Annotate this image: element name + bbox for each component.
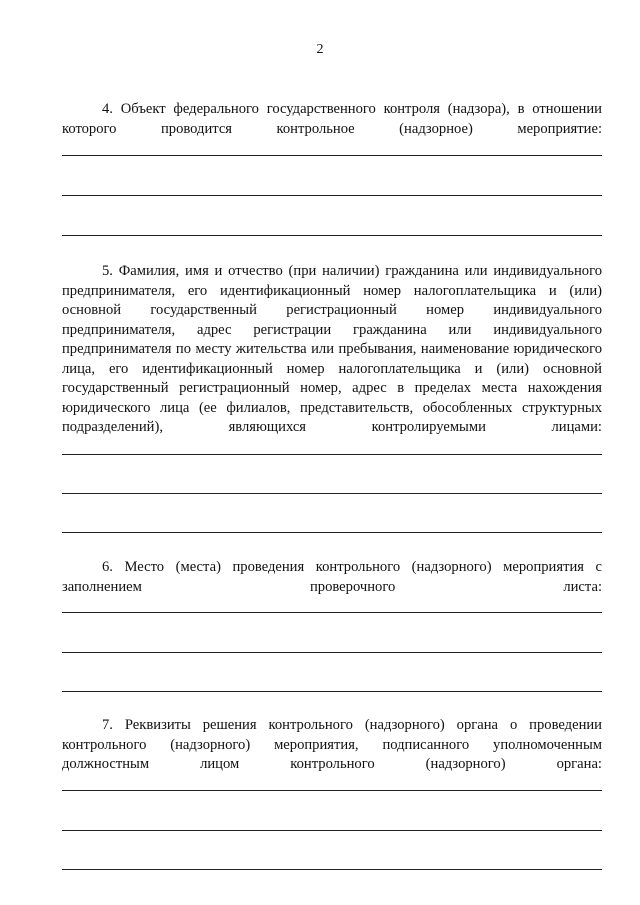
section-4 <box>62 100 602 139</box>
fill-line[interactable] <box>62 195 602 196</box>
section-7 <box>62 716 602 775</box>
fill-line[interactable] <box>62 691 602 692</box>
section-7-text: 7. Реквизиты решения контрольного (надзорного) органа о проведении контрольного (надзорного) мероприятия, подписанного уполномоченным должностным лицом контрольного (надзорного) органа: <box>62 717 602 772</box>
page-number: 2 <box>316 42 324 57</box>
section-4-text: 4. Объект федерального государственного контроля (надзора), в отношении которого проводится контрольное (надзорное) мероприятие: <box>62 101 602 137</box>
section-6-text: 6. Место (места) проведения контрольного (надзорного) мероприятия с заполнением проверочного листа: <box>62 559 602 595</box>
fill-line[interactable] <box>62 235 602 236</box>
fill-line[interactable] <box>62 869 602 870</box>
section-5-text: 5. Фамилия, имя и отчество (при наличии) гражданина или индивидуального предпринимателя, его идентификационный номер налогоплательщика и (или) основной государственный регистрационный номер индивидуального предпринимателя, адрес регистрации гражданина или индивидуального предпринимателя по месту жительства или пребывания, наименование юридического лица, его идентификационный номер налогоплательщика и (или) основной государственный регистрационный номер, адрес в пределах места нахождения юридического лица (ее филиалов, представительств, обособленных структурных подразделений), являющихся контролируемыми лицами: <box>62 263 602 435</box>
fill-line[interactable] <box>62 454 602 455</box>
fill-line[interactable] <box>62 493 602 494</box>
section-5 <box>62 262 602 438</box>
fill-line[interactable] <box>62 612 602 613</box>
fill-line[interactable] <box>62 790 602 791</box>
fill-line[interactable] <box>62 155 602 156</box>
section-6 <box>62 558 602 597</box>
fill-line[interactable] <box>62 652 602 653</box>
fill-line[interactable] <box>62 532 602 533</box>
fill-line[interactable] <box>62 830 602 831</box>
